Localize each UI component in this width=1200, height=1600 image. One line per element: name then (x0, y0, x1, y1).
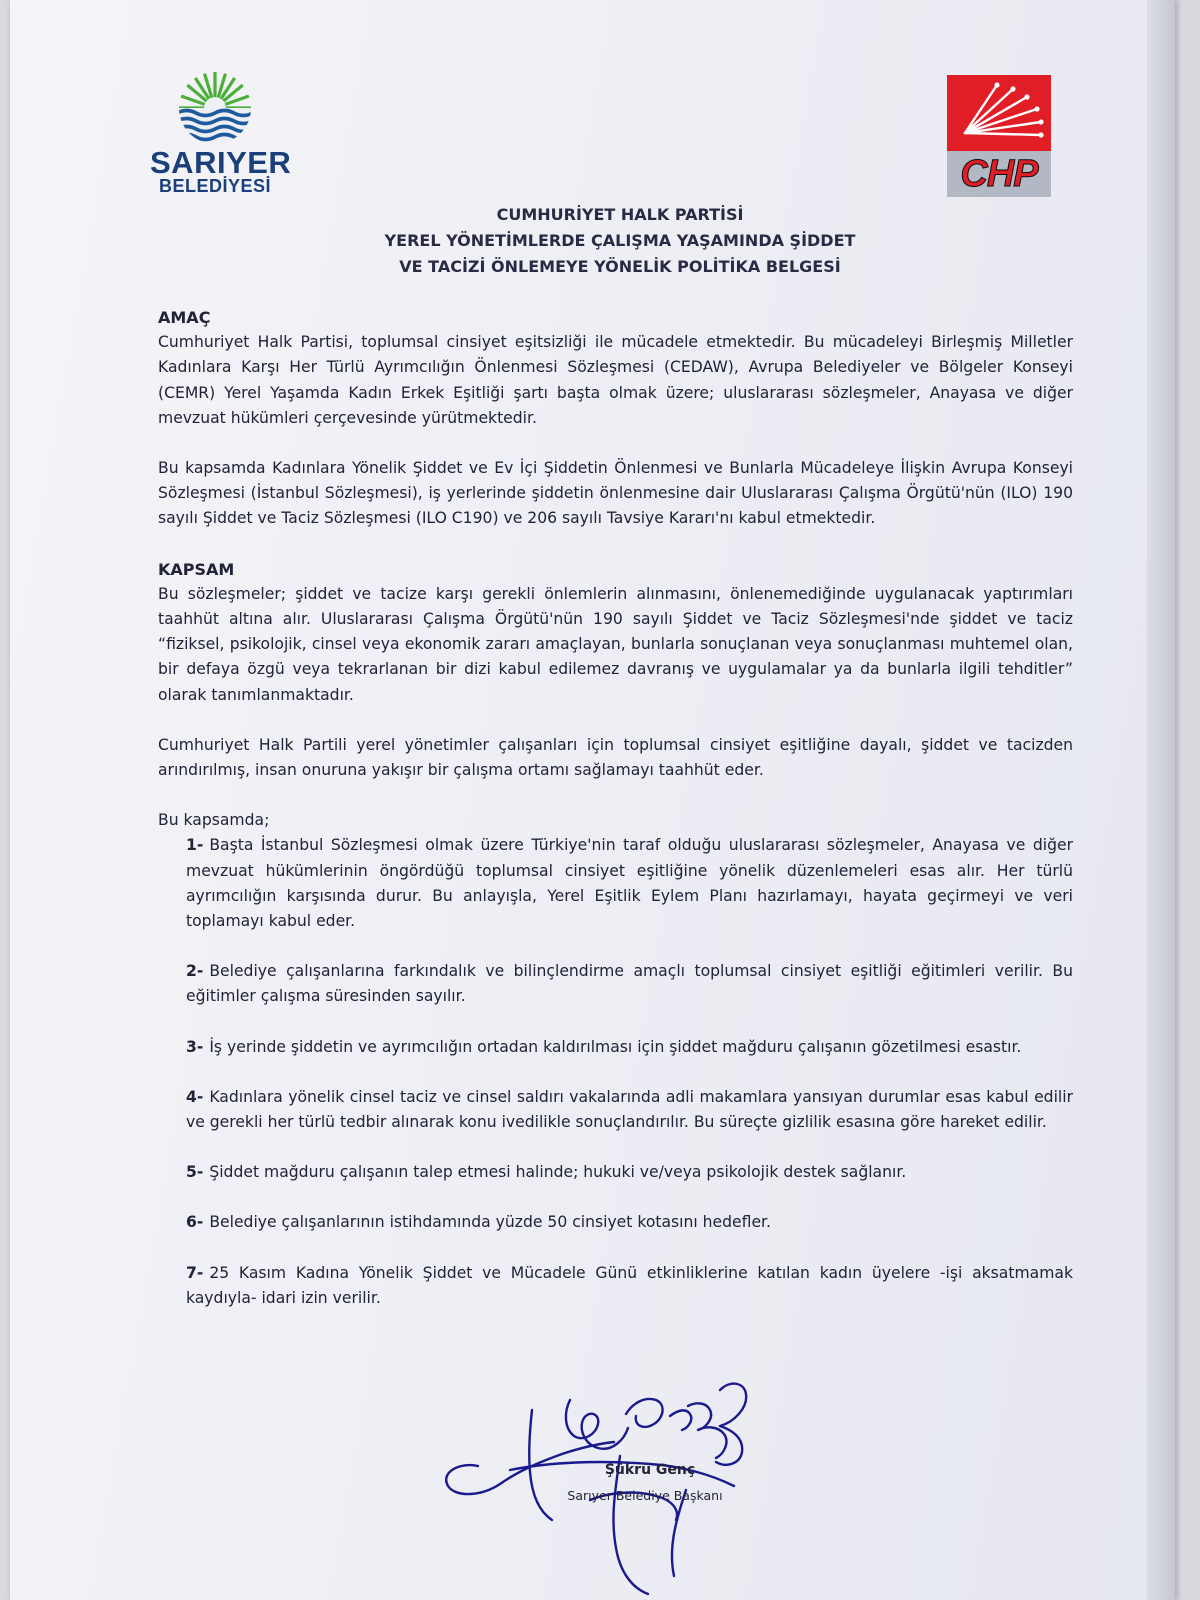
item-number: 2- (186, 962, 204, 981)
document-page (10, 0, 1175, 1600)
item-text: Kadınlara yönelik cinsel taciz ve cinsel saldırı vakalarında adli makamlara yansıyan durumlar esas kabul edilir ve gerekli her türlü tedbir alınarak konu ivedilikle sonuçlandırılır. Bu süreçte gizlilik esasına göre hareket edilir. (186, 1087, 1073, 1132)
title-line-2: YEREL YÖNETİMLERDE ÇALIŞMA YAŞAMINDA ŞİDDET (384, 231, 856, 250)
document-body (158, 305, 1073, 1336)
sariyer-logo (150, 70, 292, 210)
kapsam-paragraph-1: Bu sözleşmeler; şiddet ve tacize karşı gerekli önlemlerin alınmasını, önlenemediğinde uygulanacak yaptırımları taahhüt altına alır. Uluslararası Çalışma Örgütü'nün 190 sayılı Şiddet ve Taciz Sözleşmesi'nde şiddet ve taciz “fiziksel, psikolojik, cinsel veya ekonomik zararı amaçlayan, bunlarla sonuçlanan veya sonuçlanması muhtemel olan, bir defaya özgü veya tekrarlanan bir dizi kabul edilemez davranış ve uygulamalar ya da bunlarla ilgili tehditler” olarak tanımlanmaktadır. (158, 584, 1073, 704)
item-text: Belediye çalışanlarının istihdamında yüzde 50 cinsiyet kotasını hedefler. (209, 1213, 771, 1232)
signatory-title: Sarıyer Belediye Başkanı (567, 1488, 723, 1503)
list-item (186, 1160, 1073, 1185)
list-item (186, 1261, 1073, 1311)
signatory-name: Şükrü Genç (604, 1462, 696, 1478)
list-item (186, 833, 1073, 934)
handwritten-signature-icon (420, 1370, 820, 1600)
paper-edge (1147, 0, 1175, 1600)
six-arrows-icon (947, 75, 1051, 151)
commitment-list (158, 833, 1073, 1311)
item-number: 3- (186, 1037, 204, 1056)
item-number: 4- (186, 1087, 204, 1106)
item-number: 6- (186, 1213, 204, 1232)
title-line-1: CUMHURİYET HALK PARTİSİ (496, 205, 744, 224)
item-text: İş yerinde şiddetin ve ayrımcılığın ortadan kaldırılması için şiddet mağduru çalışanın gözetilmesi esastır. (209, 1037, 1022, 1056)
kapsam-intro: Bu kapsamda; (158, 811, 270, 830)
item-text: Başta İstanbul Sözleşmesi olmak üzere Türkiye'nin taraf olduğu uluslararası sözleşmeler, Anayasa ve diğer mevzuat hükümlerinin öngördüğü toplumsal cinsiyet eşitliğine yönelik düzenlemeleri esas alır. Her türlü ayrımcılığın karşısında durur. Bu anlayışla, Yerel Eşitlik Eylem Planı hazırlamayı, hayata geçirmeyi ve veri toplamayı kabul eder. (186, 836, 1073, 931)
amac-paragraph-1: Cumhuriyet Halk Partisi, toplumsal cinsiyet eşitsizliği ile mücadele etmektedir. Bu mücadeleyi Birleşmiş Milletler Kadınlara Karşı Her Türlü Ayrımcılığın Önlenmesi Sözleşmesi (CEDAW), Avrupa Belediyeler ve Bölgeler Konseyi (CEMR) Yerel Yaşamda Kadın Erkek Eşitliği şartı başta olmak üzere; uluslararası sözleşmeler, Anayasa ve diğer mevzuat hükümleri çerçevesinde yürütmektedir. (158, 333, 1073, 427)
section-heading-kapsam: KAPSAM (158, 559, 235, 579)
title-line-3: VE TACİZİ ÖNLEMEYE YÖNELİK POLİTİKA BELGESİ (399, 257, 841, 276)
chp-wordmark: CHP (947, 151, 1051, 197)
brand-subname: BELEDİYESİ (158, 176, 272, 196)
item-number: 7- (186, 1263, 204, 1282)
list-item (186, 959, 1073, 1009)
list-item (186, 1085, 1073, 1135)
list-item (186, 1035, 1073, 1060)
item-number: 5- (186, 1163, 204, 1182)
item-text: 25 Kasım Kadına Yönelik Şiddet ve Mücadele Günü etkinliklerine katılan kadın üyelere -işi aksatmamak kaydıyla- idari izin verilir. (186, 1263, 1073, 1307)
list-item (186, 1210, 1073, 1235)
sun-over-sea-icon (177, 70, 253, 146)
document-title (250, 202, 990, 280)
item-text: Belediye çalışanlarına farkındalık ve bilinçlendirme amaçlı toplumsal cinsiyet eşitliği eğitimleri verilir. Bu eğitimler çalışma süresinden sayılır. (186, 962, 1073, 1006)
brand-name: SARIYER (150, 145, 292, 180)
amac-paragraph-2: Bu kapsamda Kadınlara Yönelik Şiddet ve Ev İçi Şiddetin Önlenmesi ve Bunlarla Mücadeleye İlişkin Avrupa Konseyi Sözleşmesi (İstanbul Sözleşmesi), iş yerlerinde şiddetin önlenmesine dair Uluslararası Çalışma Örgütü'nün (ILO) 190 sayılı Şiddet ve Taciz Sözleşmesi (ILO C190) ve 206 sayılı Tavsiye Kararı'nı kabul etmektedir. (158, 459, 1073, 528)
chp-logo (947, 75, 1051, 199)
signature-block (480, 1370, 810, 1600)
section-heading-amac: AMAÇ (158, 308, 211, 327)
item-number: 1- (186, 836, 204, 855)
item-text: Şiddet mağduru çalışanın talep etmesi halinde; hukuki ve/veya psikolojik destek sağlanır. (209, 1163, 907, 1182)
kapsam-paragraph-2: Cumhuriyet Halk Partili yerel yönetimler çalışanları için toplumsal cinsiyet eşitliğine dayalı, şiddet ve tacizden arındırılmış, insan onuruna yakışır bir çalışma ortamı sağlamayı taahhüt eder. (158, 735, 1073, 780)
